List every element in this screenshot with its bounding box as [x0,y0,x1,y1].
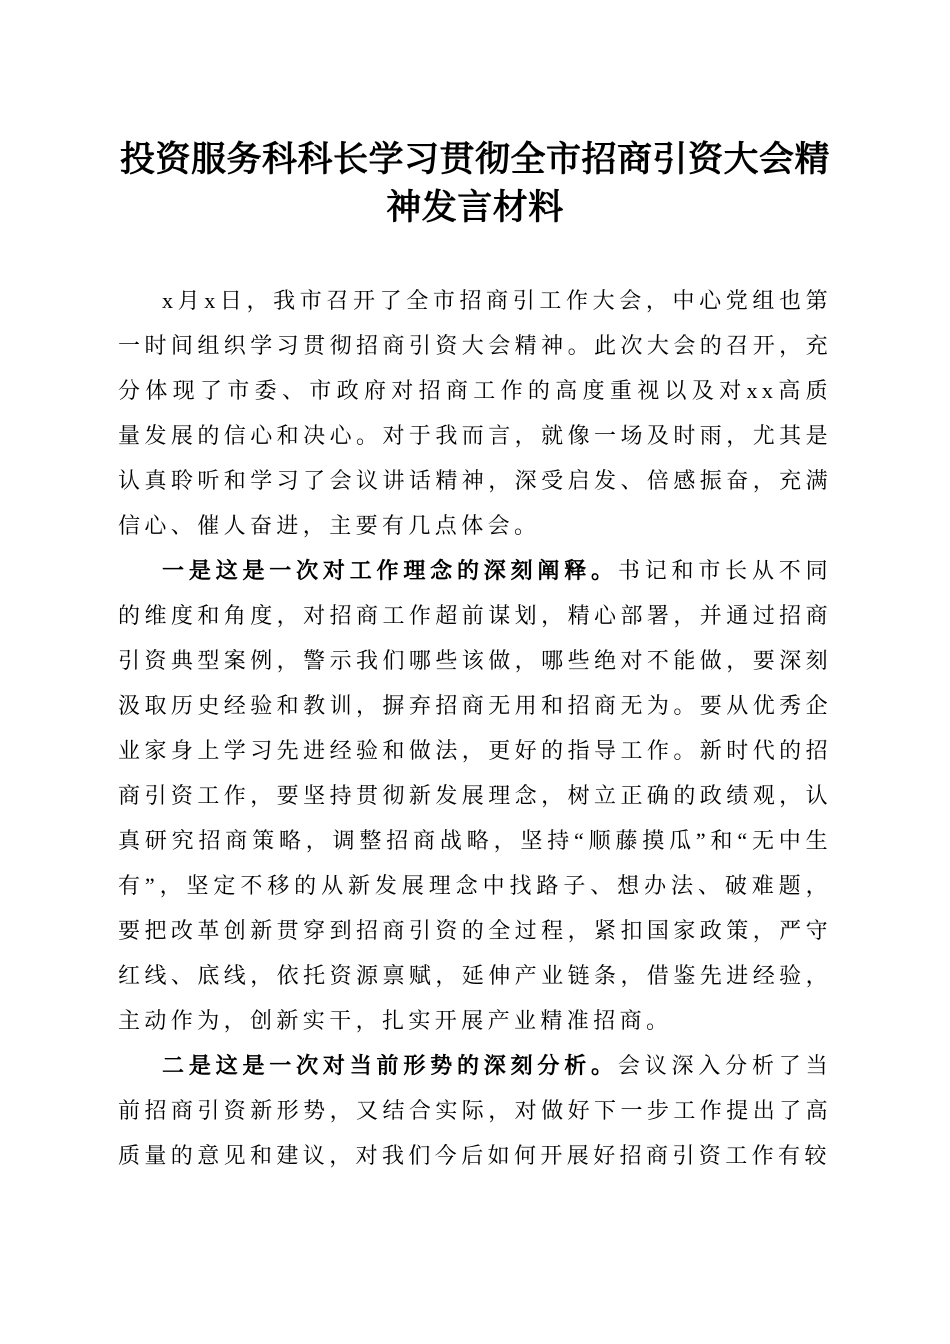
paragraph-point-2 [118,1043,832,1178]
paragraph-point-1 [118,548,832,1043]
paragraph-point-1-text: 书记和市长从不同的维度和角度，对招商工作超前谋划，精心部署，并通过招商引资典型案例，警示我们哪些该做，哪些绝对不能做，要深刻汲取历史经验和教训，摒弃招商无用和招商无为。要从优秀企业家身上学习先进经验和做法，更好的指导工作。新时代的招商引资工作，要坚持贯彻新发展理念，树立正确的政绩观，认真研究招商策略，调整招商战略，坚持“顺藤摸瓜”和“无中生有”，坚定不移的从新发展理念中找路子、想办法、破难题，要把改革创新贯穿到招商引资的全过程，紧扣国家政策，严守红线、底线，依托资源禀赋，延伸产业链条，借鉴先进经验，主动作为，创新实干，扎实开展产业精准招商。 [118,558,832,1033]
paragraph-intro [118,278,832,548]
paragraph-intro-text: x月x日，我市召开了全市招商引工作大会，中心党组也第一时间组织学习贯彻招商引资大会精神。此次大会的召开，充分体现了市委、市政府对招商工作的高度重视以及对xx高质量发展的信心和决心。对于我而言，就像一场及时雨，尤其是认真聆听和学习了会议讲话精神，深受启发、倍感振奋，充满信心、催人奋进，主要有几点体会。 [118,288,832,538]
document-title: 投资服务科科长学习贯彻全市招商引资大会精神发言材料 [119,140,830,227]
document-body [118,278,832,1178]
paragraph-point-2-lead: 二是这是一次对当前形势的深刻分析。 [162,1053,618,1078]
paragraph-point-1-lead: 一是这是一次对工作理念的深刻阐释。 [162,558,618,583]
paragraph-point-2-text: 会议深入分析了当前招商引资新形势，又结合实际，对做好下一步工作提出了高质量的意见和建议，对我们今后如何开展好招商引资工作有较 [118,1053,832,1168]
